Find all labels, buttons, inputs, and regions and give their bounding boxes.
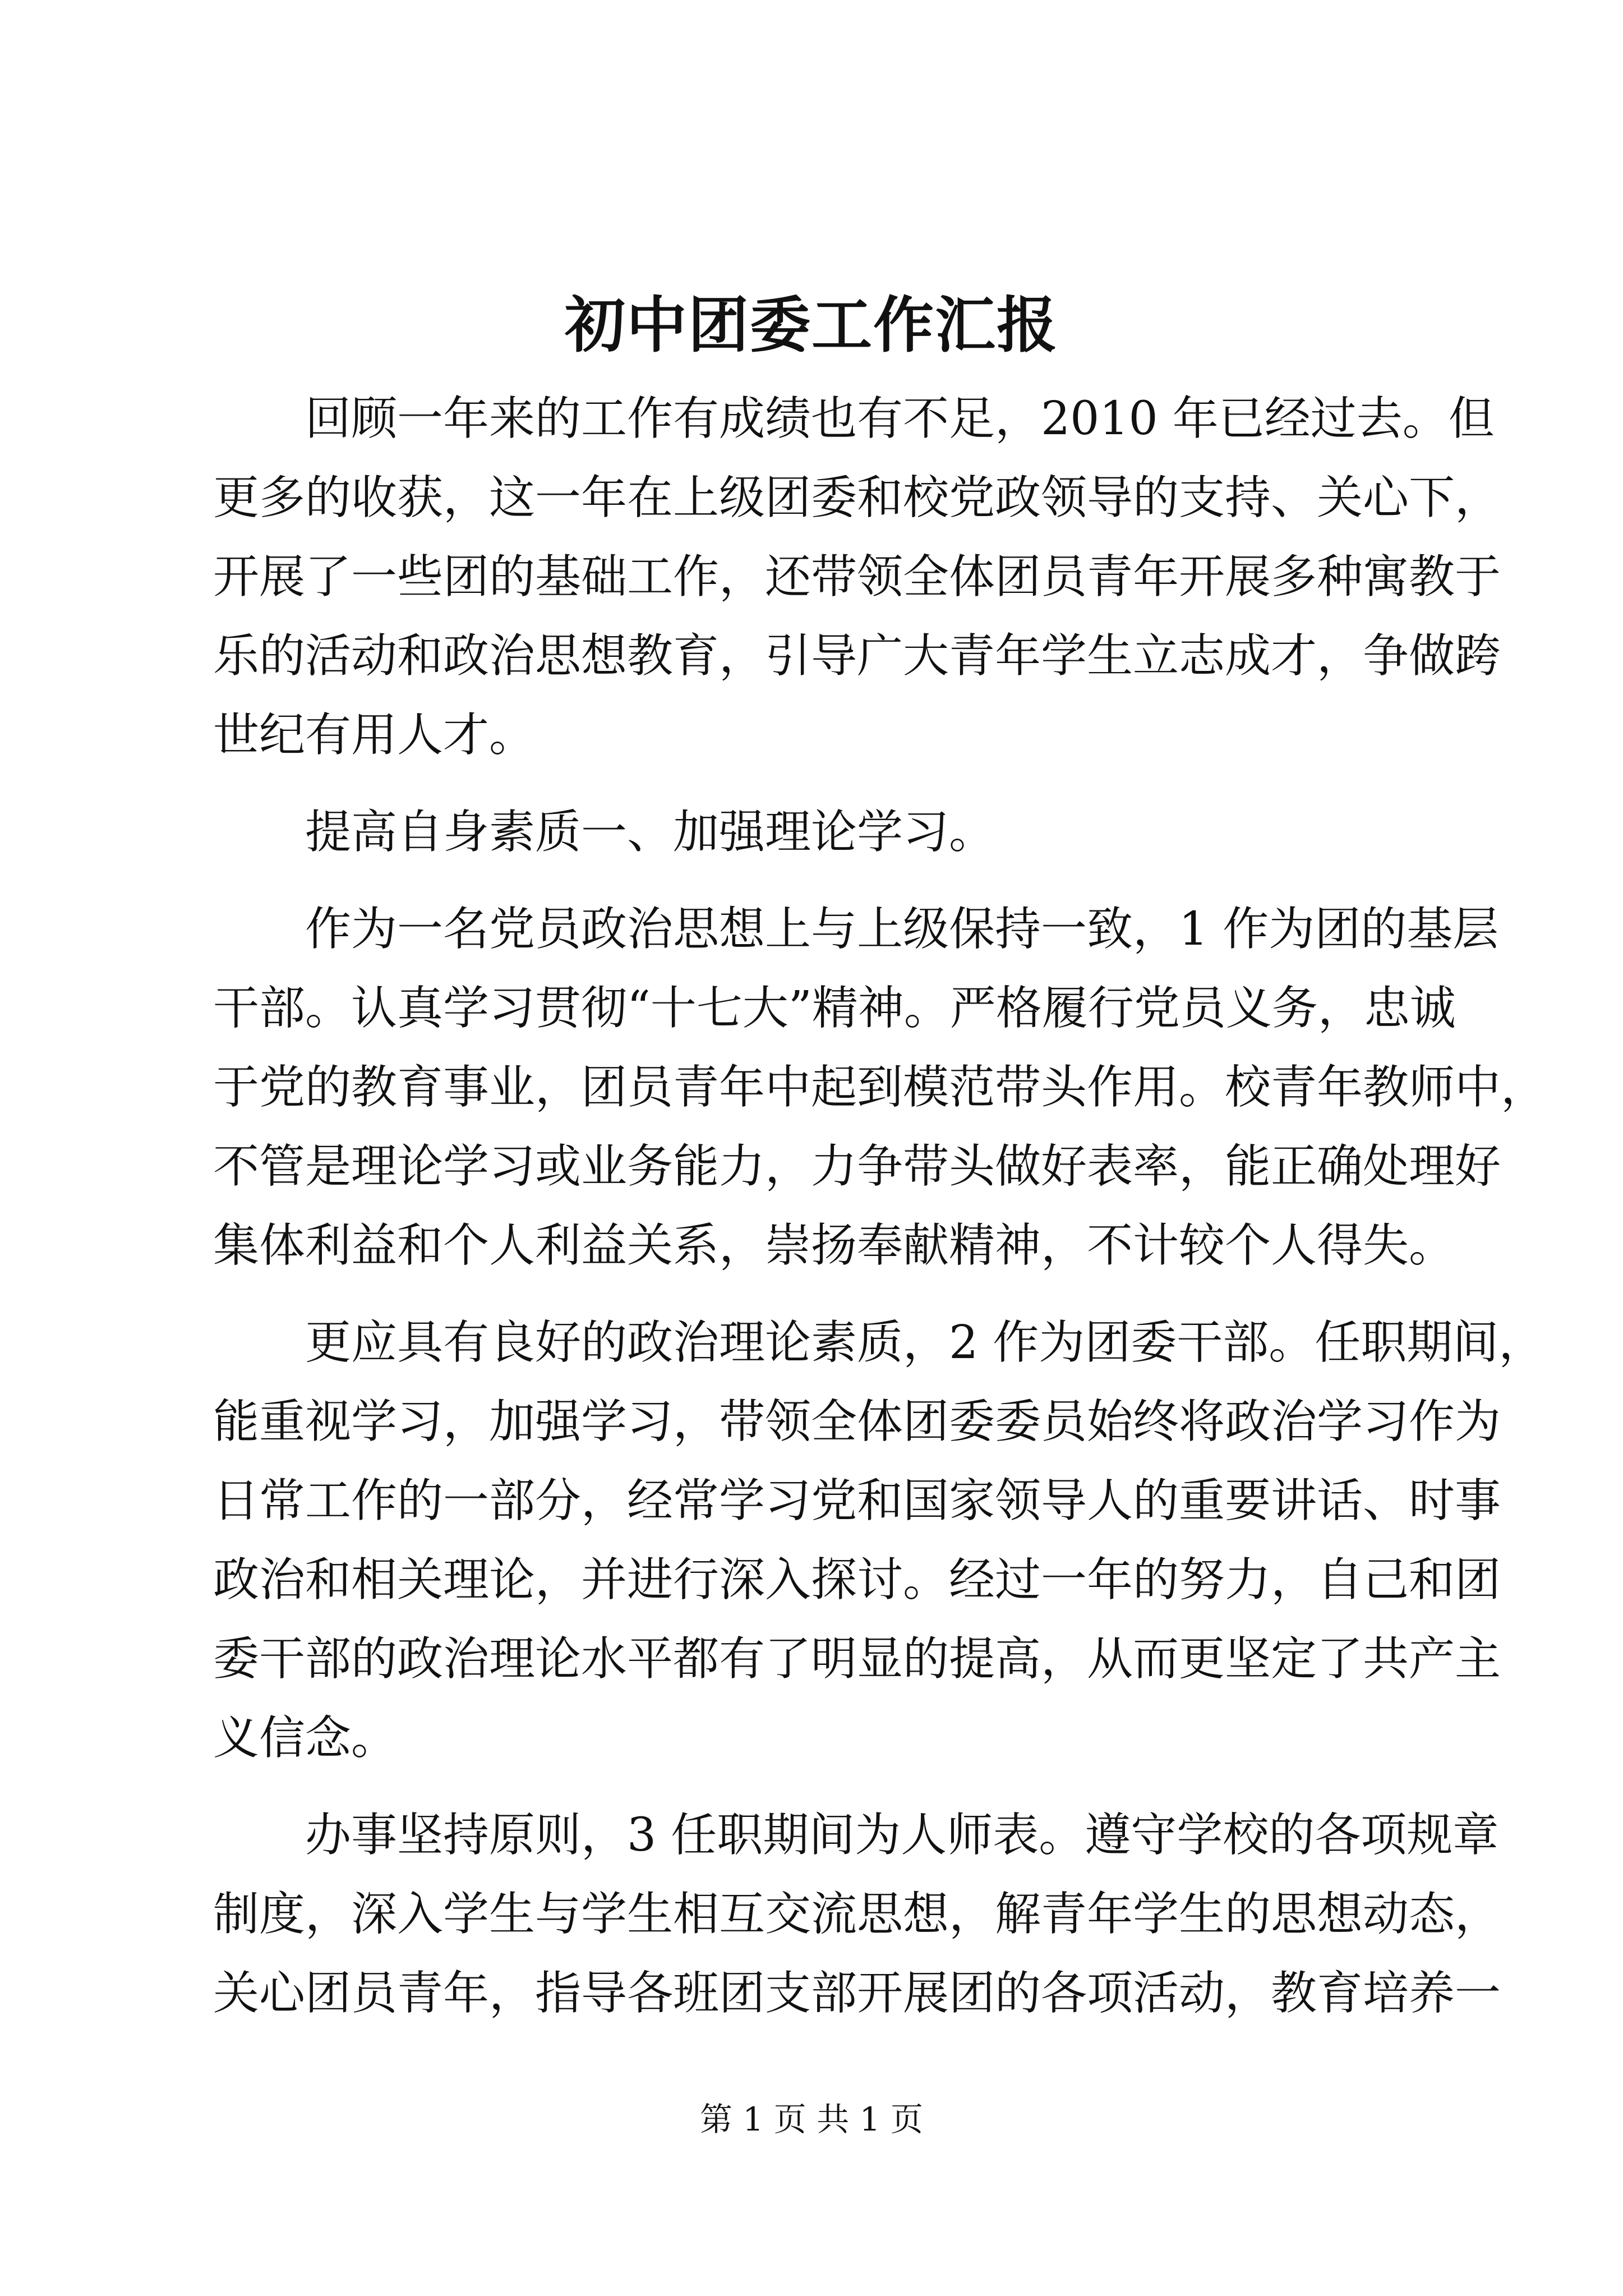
text-line: 能重视学习，加强学习，带领全体团委委员始终将政治学习作为 bbox=[213, 1395, 1501, 1448]
text-line: 委干部的政治理论水平都有了明显的提高，从而更坚定了共产主 bbox=[213, 1632, 1501, 1686]
text-line: 义信念。 bbox=[213, 1711, 398, 1765]
paragraph-2 bbox=[213, 793, 1419, 872]
text-line: 更应具有良好的政治理论素质，2 作为团委干部。任职期间， bbox=[305, 1316, 1545, 1369]
paragraph-1 bbox=[213, 379, 1501, 775]
document-body bbox=[213, 379, 1547, 2033]
text-line: 日常工作的一部分，经常学习党和国家领导人的重要讲话、时事 bbox=[213, 1474, 1501, 1527]
text-line: 更多的收获，这一年在上级团委和校党政领导的支持、关心下， bbox=[213, 471, 1501, 524]
text-line: 政治和相关理论，并进行深入探讨。经过一年的努力，自己和团 bbox=[213, 1553, 1501, 1607]
text-line: 干部。认真学习贯彻“十七大”精神。严格履行党员义务，忠诚 bbox=[213, 982, 1456, 1035]
text-line: 于党的教育事业，团员青年中起到模范带头作用。校青年教师中， bbox=[213, 1061, 1547, 1114]
text-line: 开展了一些团的基础工作，还带领全体团员青年开展多种寓教于 bbox=[213, 550, 1501, 604]
document-title: 初中团委工作汇报 bbox=[564, 290, 1058, 361]
text-line: 世纪有用人才。 bbox=[213, 708, 536, 762]
text-line: 关心团员青年，指导各班团支部开展团的各项活动，教育培养一 bbox=[213, 1967, 1501, 2020]
text-line: 不管是理论学习或业务能力，力争带头做好表率，能正确处理好 bbox=[213, 1140, 1501, 1193]
text-line: 制度，深入学生与学生相互交流思想，解青年学生的思想动态， bbox=[213, 1888, 1501, 1941]
text-line: 作为一名党员政治思想上与上级保持一致，1 作为团的基层 bbox=[305, 903, 1499, 956]
page-footer: 第 1 页 共 1 页 bbox=[700, 2100, 923, 2138]
text-line: 乐的活动和政治思想教育，引导广大青年学生立志成才，争做跨 bbox=[213, 629, 1501, 683]
paragraph-3 bbox=[213, 890, 1547, 1285]
text-line: 提高自身素质一、加强理论学习。 bbox=[305, 806, 995, 859]
paragraph-4 bbox=[213, 1303, 1545, 1778]
text-line: 集体利益和个人利益关系，崇扬奉献精神，不计较个人得失。 bbox=[213, 1219, 1455, 1272]
text-line: 回顾一年来的工作有成绩也有不足，2010 年已经过去。但 bbox=[305, 392, 1495, 445]
text-line: 办事坚持原则，3 任职期间为人师表。遵守学校的各项规章 bbox=[305, 1809, 1499, 1862]
paragraph-5 bbox=[213, 1796, 1501, 2033]
